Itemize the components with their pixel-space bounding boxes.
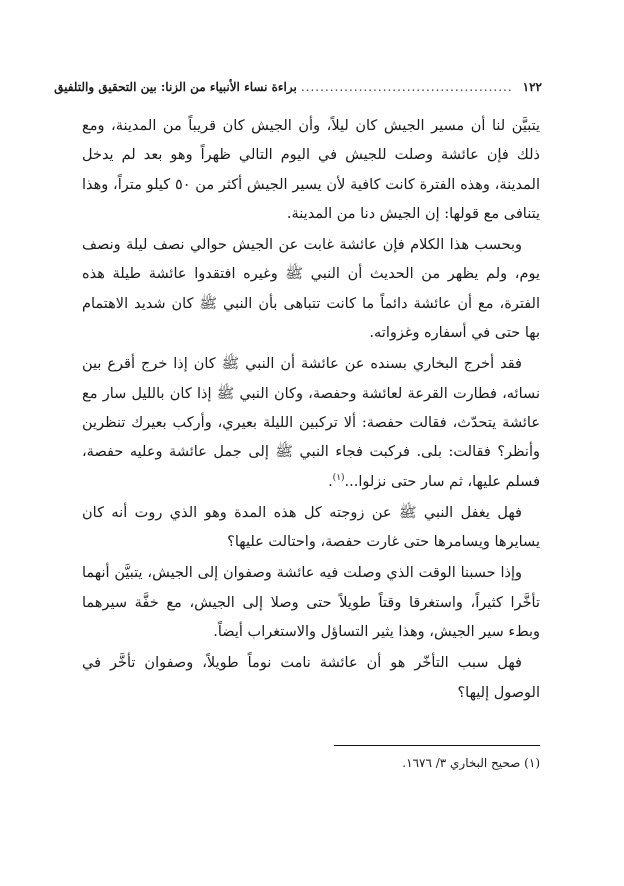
header-leader-dots: ............................................ <box>300 80 513 94</box>
paragraph-4: فهل يغفل النبي ﷺ عن زوجته كل هذه المدة وهو الذي روت أنه كان يسايرها ويسامرها حتى غارت حفصة، واحتالت عليها؟ <box>82 504 540 551</box>
footnote: (١) صحيح البخاري ٣/ ١٦٧٦. <box>402 756 540 770</box>
body-text <box>82 112 540 710</box>
paragraph-6: فهل سبب التأخّر هو أن عائشة نامت نوماً طويلاً، وصفوان تأخَّر في الوصول إليها؟ <box>82 655 540 701</box>
header-title: براءة نساء الأنبياء من الزنا: بين التحقيق والتلفيق <box>54 80 297 94</box>
running-header <box>54 80 542 102</box>
paragraph-3 <box>82 350 540 496</box>
paragraph-5: وإذا حسبنا الوقت الذي وصلت فيه عائشة وصفوان إلى الجيش، يتبيَّن أنهما تأخَّرا كثيراً، واستغرقا وقتاً طويلاً حتى وصلا إلى الجيش، مع خفَّة سيرهما وبطء سير الجيش، وهذا يثير التساؤل والاستغراب أيضاً. <box>82 565 540 641</box>
page-number: ١٢٢ <box>522 80 542 94</box>
paragraph-2: وبحسب هذا الكلام فإن عائشة غابت عن الجيش حوالي نصف ليلة ونصف يوم، ولم يظهر من الحديث أن النبي ﷺ وغيره افتقدوا عائشة طيلة هذه الفترة، مع أن عائشة دائماً ما كانت تتباهى بأن النبي ﷺ كان شديد الاهتمام بها حتى في أسفاره وغزواته. <box>82 237 540 342</box>
paragraph-3-tail: . <box>328 473 333 490</box>
paragraph-1: يتبيَّن لنا أن مسير الجيش كان ليلاً، وأن الجيش كان قريباً من المدينة، ومع ذلك فإن عائشة وصلت للجيش في اليوم التالي ظهراً وهو بعد لم يدخل المدينة، وهذه الفترة كانت كافية لأن يسير الجيش أكثر من ٥٠ كيلو متراً، وهذا يتنافى مع قولها: إن الجيش دنا من المدينة. <box>82 118 540 222</box>
footnote-reference[interactable]: (١) <box>332 472 345 483</box>
footnote-divider <box>334 745 540 746</box>
paragraph-3-text: فقد أخرج البخاري بسنده عن عائشة أن النبي ﷺ كان إذا خرج أقرع بين نسائه، فطارت القرعة لعائشة وحفصة، وكان النبي ﷺ إذا كان بالليل سار مع عائشة يتحدّث، فقالت حفصة: ألا تركبين الليلة بعيري، وأركب بعيرك تنظرين وأنظر؟ فقالت: بلى. فركبت فجاء النبي ﷺ إلى جمل عائشة وعليه حفصة، فسلم عليها، ثم سار حتى نزلوا... <box>82 356 540 490</box>
